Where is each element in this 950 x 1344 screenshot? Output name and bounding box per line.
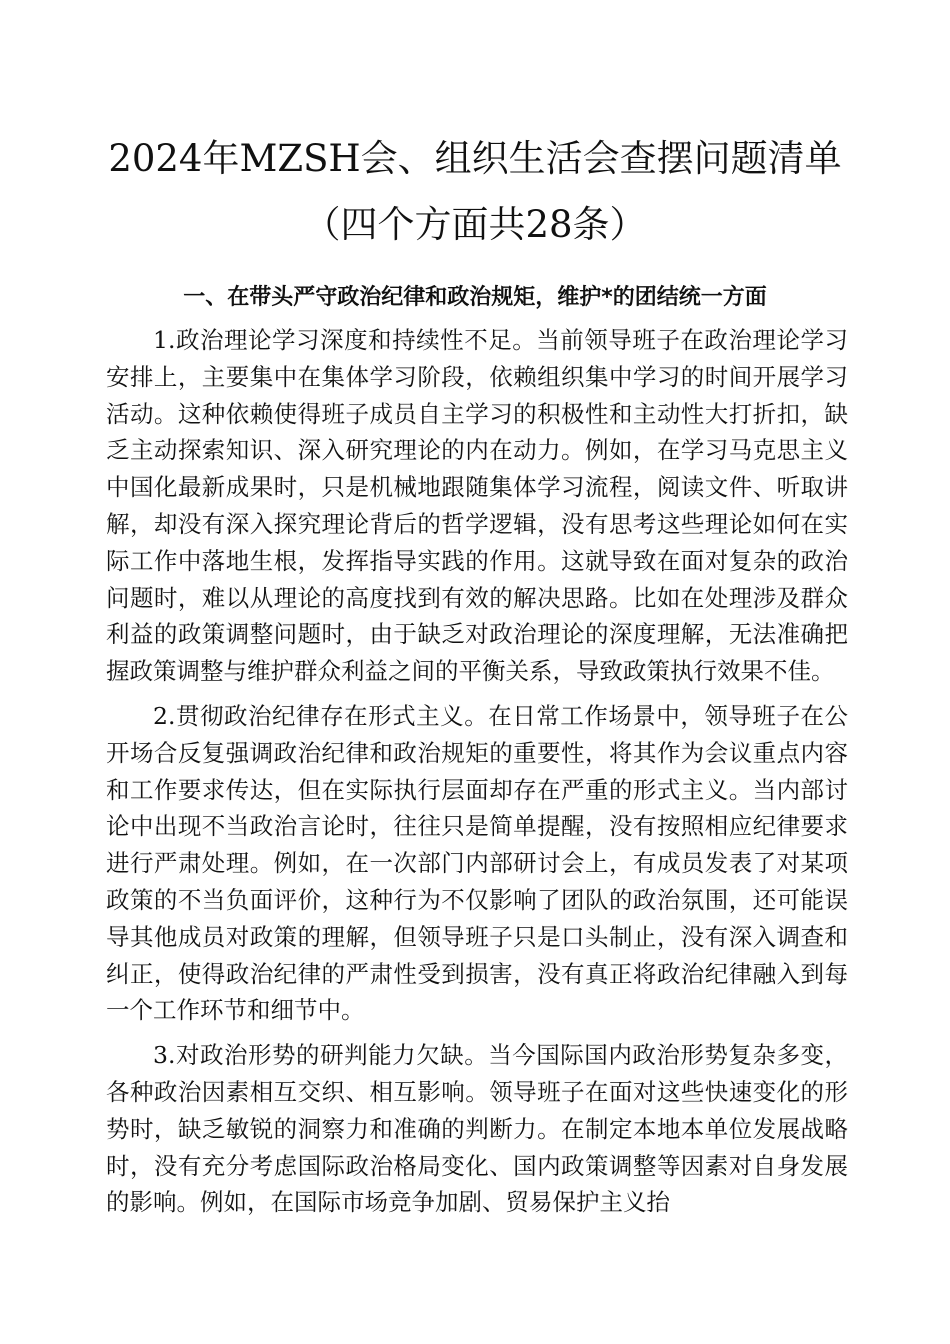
section-heading: 一、在带头严守政治纪律和政治规矩，维护*的团结统一方面 — [183, 285, 767, 310]
document-body — [106, 322, 848, 1229]
paragraph-1: 1.政治理论学习深度和持续性不足。当前领导班子在政治理论学习安排上，主要集中在集体学习阶段，依赖组织集中学习的时间开展学习活动。这种依赖使得班子成员自主学习的积极性和主动性大打折扣，缺乏主动探索知识、深入研究理论的内在动力。例如，在学习马克思主义中国化最新成果时，只是机械地跟随集体学习流程，阅读文件、听取讲解，却没有深入探究理论背后的哲学逻辑，没有思考这些理论如何在实际工作中落地生根，发挥指导实践的作用。这就导致在面对复杂的政治问题时，难以从理论的高度找到有效的解决思路。比如在处理涉及群众利益的政策调整问题时，由于缺乏对政治理论的深度理解，无法准确把握政策调整与维护群众利益之间的平衡关系，导致政策执行效果不佳。 — [106, 326, 848, 686]
document-title: 2024年MZSH会、组织生活会查摆问题清单（四个方面共28条） — [108, 137, 842, 246]
paragraph-3: 3.对政治形势的研判能力欠缺。当今国际国内政治形势复杂多变，各种政治因素相互交织、相互影响。领导班子在面对这些快速变化的形势时，缺乏敏锐的洞察力和准确的判断力。在制定本地本单位发展战略时，没有充分考虑国际政治格局变化、国内政策调整等因素对自身发展的影响。例如，在国际市场竞争加剧、贸易保护主义抬 — [106, 1041, 848, 1217]
paragraph-2: 2.贯彻政治纪律存在形式主义。在日常工作场景中，领导班子在公开场合反复强调政治纪律和政治规矩的重要性，将其作为会议重点内容和工作要求传达，但在实际执行层面却存在严重的形式主义。当内部讨论中出现不当政治言论时，往往只是简单提醒，没有按照相应纪律要求进行严肃处理。例如，在一次部门内部研讨会上，有成员发表了对某项政策的不当负面评价，这种行为不仅影响了团队的政治氛围，还可能误导其他成员对政策的理解，但领导班子只是口头制止，没有深入调查和纠正，使得政治纪律的严肃性受到损害，没有真正将政治纪律融入到每一个工作环节和细节中。 — [106, 701, 848, 1025]
